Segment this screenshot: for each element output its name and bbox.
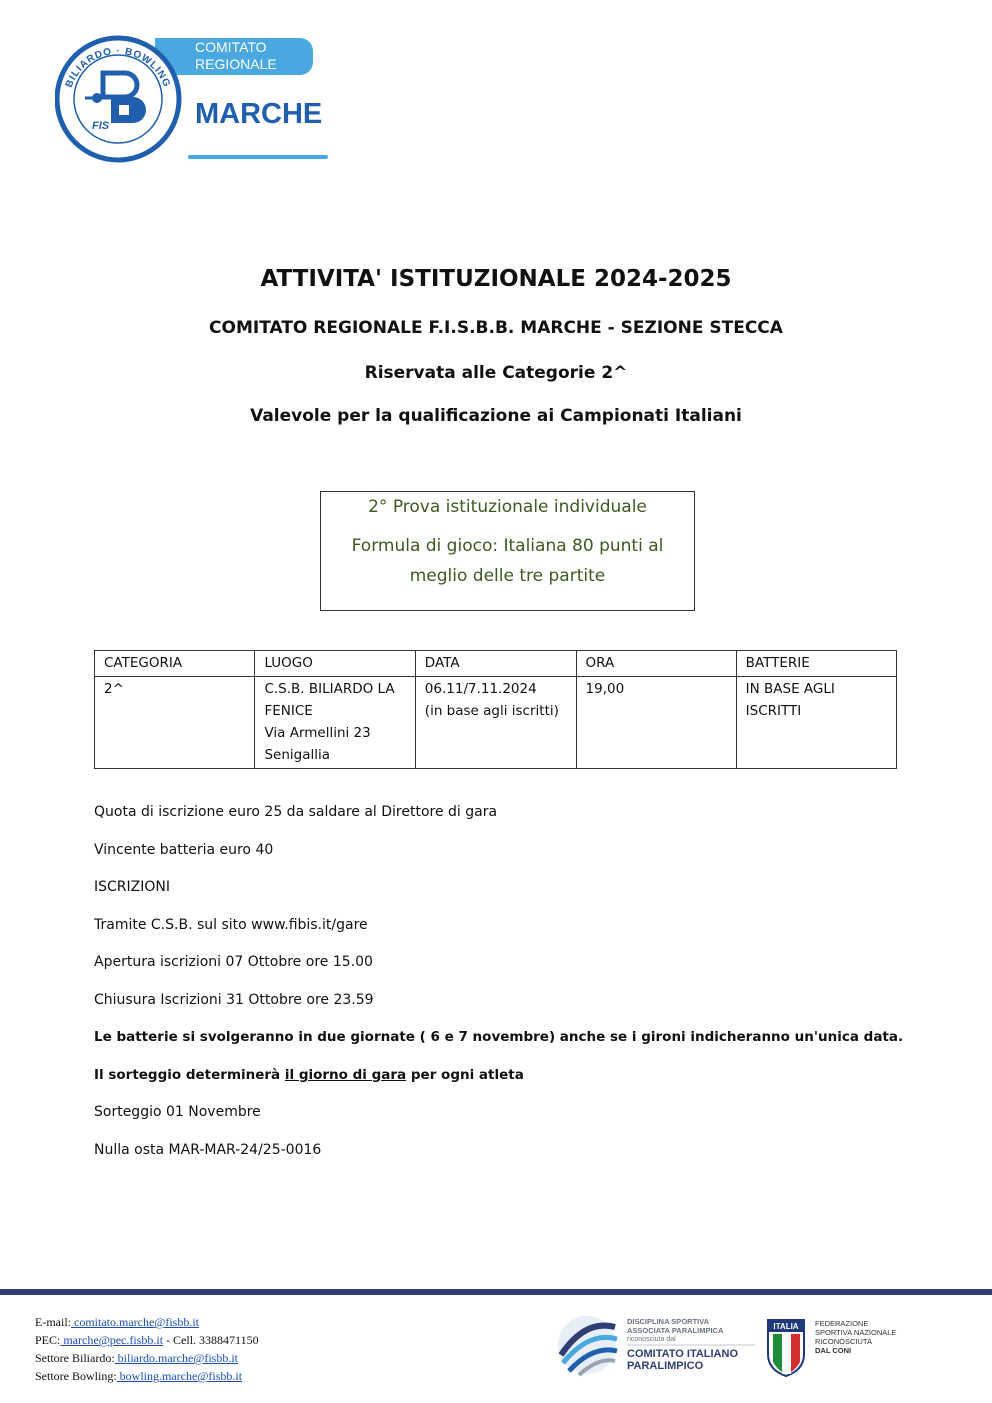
- coni-line3: RICONOSCIUTA: [815, 1337, 872, 1346]
- draw-date: Sorteggio 01 Novembre: [94, 1104, 261, 1120]
- event-dates: 06.11/7.11.2024: [424, 681, 537, 697]
- table-row: [95, 677, 897, 769]
- pec-contact: [35, 1331, 259, 1349]
- coni-line4: DAL CONI: [815, 1346, 852, 1355]
- email-contact: [35, 1313, 259, 1331]
- cell-batterie: IN BASE AGLI ISCRITTI: [736, 677, 896, 769]
- header-ora: ORA: [576, 651, 736, 677]
- header-batterie: BATTERIE: [736, 651, 896, 677]
- table-header-row: [95, 651, 897, 677]
- cell-number: - Cell. 3388471150: [163, 1333, 259, 1347]
- registration-close: Chiusura Iscrizioni 31 Ottobre ore 23.59: [94, 992, 374, 1008]
- cip-line4: COMITATO ITALIANO: [627, 1348, 739, 1360]
- draw-note-underlined: il giorno di gara: [284, 1067, 407, 1083]
- cell-luogo: [255, 677, 415, 769]
- venue-name: C.S.B. BILIARDO LA FENICE: [264, 681, 395, 719]
- biliardo-contact: [35, 1349, 259, 1367]
- registration-open: Apertura iscrizioni 07 Ottobre ore 15.00: [94, 954, 373, 970]
- event-dates-note: (in base agli iscritti): [424, 703, 559, 719]
- draw-note: [94, 1067, 524, 1083]
- competition-name: 2° Prova istituzionale individuale: [368, 497, 647, 517]
- logo-badge-line1: COMITATO: [195, 39, 267, 55]
- biliardo-link[interactable]: biliardo.marche@fisbb.it: [114, 1351, 239, 1365]
- footer-divider: [0, 1289, 992, 1295]
- competition-table: [94, 650, 897, 769]
- cip-line5: PARALIMPICO: [627, 1360, 704, 1372]
- pec-label: PEC:: [35, 1333, 61, 1347]
- cip-logo-graphic: [555, 1313, 760, 1377]
- document-title: ATTIVITA' ISTITUZIONALE 2024-2025: [260, 266, 732, 292]
- registration-method: Tramite C.S.B. sul sito www.fibis.it/gare: [94, 917, 368, 933]
- email-link[interactable]: comitato.marche@fisbb.it: [71, 1315, 200, 1329]
- committee-subtitle: COMITATO REGIONALE F.I.S.B.B. MARCHE - SEZIONE STECCA: [209, 318, 783, 338]
- footer-contacts: [35, 1313, 259, 1385]
- clearance-number: Nulla osta MAR-MAR-24/25-0016: [94, 1142, 322, 1158]
- coni-line1: FEDERAZIONE: [815, 1319, 869, 1328]
- email-label: E-mail:: [35, 1315, 71, 1329]
- header-data: DATA: [415, 651, 576, 677]
- venue-city: Senigallia: [264, 747, 331, 763]
- batteries-note: Le batterie si svolgeranno in due giornate ( 6 e 7 novembre) anche se i gironi indicheranno un'unica data.: [94, 1029, 904, 1045]
- cell-categoria: 2^: [95, 677, 255, 769]
- coni-logo-graphic: [765, 1316, 915, 1378]
- header-categoria: CATEGORIA: [95, 651, 255, 677]
- cip-line1: DISCIPLINA SPORTIVA: [627, 1317, 710, 1326]
- competition-info-box: [320, 491, 695, 611]
- bowling-contact: [35, 1367, 259, 1385]
- logo-badge-line2: REGIONALE: [195, 56, 277, 72]
- cell-ora: 19,00: [576, 677, 736, 769]
- header-luogo: LUOGO: [255, 651, 415, 677]
- cip-line3: riconosciuta dal: [627, 1336, 676, 1343]
- draw-note-post: per ogni atleta: [406, 1067, 524, 1083]
- venue-address: Via Armellini 23: [264, 725, 371, 741]
- prize-line: Vincente batteria euro 40: [94, 842, 274, 858]
- registration-heading: ISCRIZIONI: [94, 879, 170, 895]
- game-formula: Formula di gioco: Italiana 80 punti al meglio delle tre partite: [351, 536, 664, 586]
- pec-link[interactable]: marche@pec.fisbb.it: [60, 1333, 164, 1347]
- fisbb-marche-logo: [55, 33, 340, 165]
- coni-logo: [765, 1316, 915, 1378]
- cell-data: [415, 677, 576, 769]
- category-subtitle: Riservata alle Categorie 2^: [364, 363, 628, 383]
- fisbb-logo-graphic: [55, 33, 340, 165]
- fee-line: Quota di iscrizione euro 25 da saldare al Direttore di gara: [94, 804, 498, 820]
- bowling-link[interactable]: bowling.marche@fisbb.it: [116, 1369, 243, 1383]
- bowling-label: Settore Bowling:: [35, 1369, 117, 1383]
- draw-note-pre: Il sorteggio determinerà: [94, 1067, 285, 1083]
- cip-line2: ASSOCIATA PARALIMPICA: [627, 1326, 724, 1335]
- coni-badge-text: ITALIA: [773, 1322, 799, 1331]
- coni-line2: SPORTIVA NAZIONALE: [815, 1328, 897, 1337]
- biliardo-label: Settore Biliardo:: [35, 1351, 115, 1365]
- cip-logo: [555, 1313, 760, 1377]
- logo-fis-text: FIS: [92, 120, 110, 132]
- qualification-subtitle: Valevole per la qualificazione ai Campionati Italiani: [250, 406, 742, 426]
- logo-ring-text: BILIARDO · BOWLING: [63, 45, 173, 90]
- logo-region-text: MARCHE: [195, 98, 323, 130]
